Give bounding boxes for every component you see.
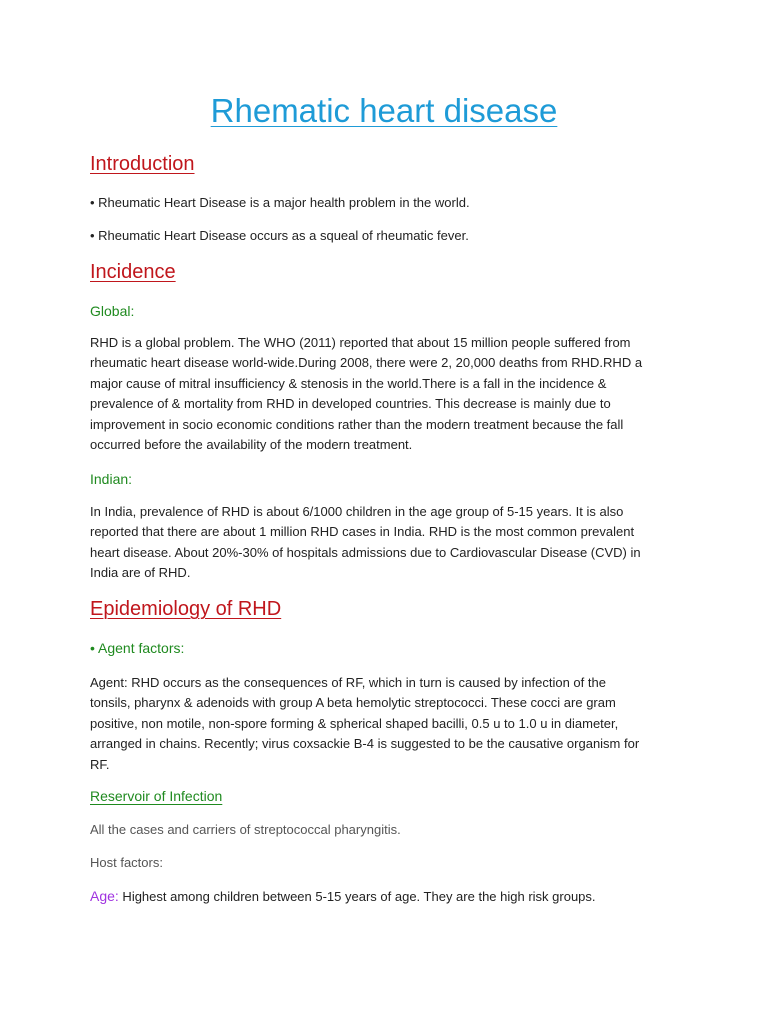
indian-subheading: Indian: xyxy=(90,471,133,487)
global-line: occurred before the availability of the modern treatment. xyxy=(90,437,413,453)
indian-paragraph xyxy=(90,502,710,584)
agent-line: Agent: RHD occurs as the consequences of RF, which in turn is caused by infection of the xyxy=(90,675,606,690)
age-label: Age: xyxy=(90,888,119,904)
introduction-bullet-2: • Rheumatic Heart Disease occurs as a squeal of rheumatic fever. xyxy=(90,228,469,243)
introduction-bullet-1: • Rheumatic Heart Disease is a major health problem in the world. xyxy=(90,195,470,210)
agent-factors-subheading: • Agent factors: xyxy=(90,640,185,656)
indian-line: India are of RHD. xyxy=(90,565,191,581)
global-subheading: Global: xyxy=(90,303,135,319)
document-title: Rhematic heart disease xyxy=(210,92,558,129)
global-line: prevalence of & mortality from RHD in developed countries. This decrease is mainly due to xyxy=(90,396,611,412)
global-paragraph xyxy=(90,333,710,455)
reservoir-subheading: Reservoir of Infection xyxy=(90,788,223,804)
global-line: rheumatic heart disease world-wide.During 2008, there were 2, 20,000 deaths from RHD.RHD a xyxy=(90,355,643,371)
indian-line: reported that there are about 1 million RHD cases in India. RHD is the most common prevalent xyxy=(90,524,635,540)
agent-line: arranged in chains. Recently; virus coxsackie B-4 is suggested to be the causative organism for xyxy=(90,736,640,752)
agent-line: RF. xyxy=(90,756,110,772)
agent-line: tonsils, pharynx & adenoids with group A beta hemolytic streptococci. These cocci are gram xyxy=(90,695,616,711)
epidemiology-heading: Epidemiology of RHD xyxy=(90,598,282,620)
age-paragraph xyxy=(90,886,680,907)
indian-line: heart disease. About 20%-30% of hospitals admissions due to Cardiovascular Disease (CVD) in xyxy=(90,544,641,560)
incidence-heading: Incidence xyxy=(90,261,176,283)
indian-line: In India, prevalence of RHD is about 6/1000 children in the age group of 5-15 years. It is also xyxy=(90,504,624,519)
agent-paragraph xyxy=(90,673,710,775)
global-line: RHD is a global problem. The WHO (2011) reported that about 15 million people suffered from xyxy=(90,335,631,350)
agent-line: positive, non motile, non-spore forming & spherical shaped bacilli, 0.5 u to 1.0 u in diameter, xyxy=(90,715,619,731)
reservoir-text: All the cases and carriers of streptococcal pharyngitis. xyxy=(90,822,401,837)
global-line: improvement in socio economic conditions rather than the modern treatment because the fall xyxy=(90,416,624,432)
introduction-heading: Introduction xyxy=(90,153,195,175)
host-factors-text: Host factors: xyxy=(90,855,163,870)
age-text: Highest among children between 5-15 years of age. They are the high risk groups. xyxy=(118,889,596,904)
global-line: major cause of mitral insufficiency & stenosis in the world.There is a fall in the incidence & xyxy=(90,375,607,391)
